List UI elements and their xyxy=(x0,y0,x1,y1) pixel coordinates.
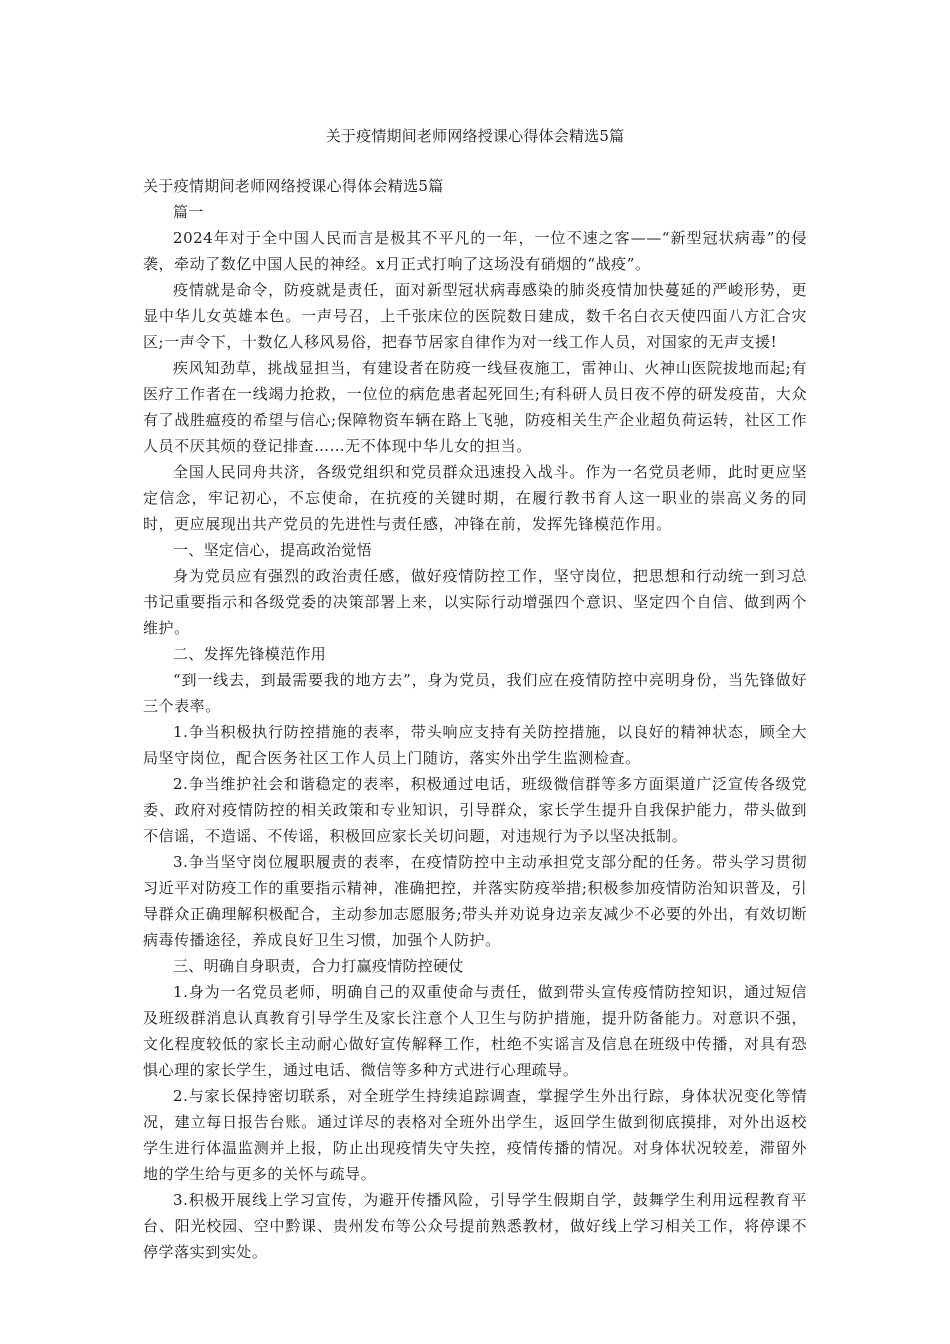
section-3-item: 1.身为一名党员老师，明确自己的双重使命与责任，做到带头宣传疫情防控知识，通过短信及班级群消息认真教育引导学生及家长注意个人卫生与防护措施，提升防备能力。对意识不强，文化程度较低的家长主动耐心做好宣传解释工作，杜绝不实谣言及信息在班级中传播，对具有恐惧心理的家长学生，通过电话、微信等多种方式进行心理疏导。 xyxy=(143,983,807,1079)
section-2-item: 2.争当维护社会和谐稳定的表率，积极通过电话，班级微信群等多方面渠道广泛宣传各级党委、政府对疫情防控的相关政策和专业知识，引导群众，家长学生提升自我保护能力，带头做到不信谣，不造谣、不传谣，积极回应家长关切问题，对违规行为予以坚决抵制。 xyxy=(143,775,807,845)
section-3-item: 2.与家长保持密切联系，对全班学生持续追踪调查，掌握学生外出行踪，身体状况变化等情况，建立每日报告台账。通过详尽的表格对全班外出学生，返回学生做到彻底摸排，对外出返校学生进行体温监测并上报，防止出现疫情失守失控，疫情传播的情况。对身体状况较差，滞留外地的学生给与更多的关怀与疏导。 xyxy=(143,1087,807,1183)
section-2-item: 3.争当坚守岗位履职履责的表率，在疫情防控中主动承担党支部分配的任务。带头学习贯彻习近平对防疫工作的重要指示精神，准确把控，并落实防疫举措;积极参加疫情防治知识普及，引导群众正确理解积极配合，主动参加志愿服务;带头并劝说身边亲友减少不必要的外出，有效切断病毒传播途径，养成良好卫生习惯，加强个人防护。 xyxy=(143,853,807,949)
section-2-intro: “到一线去，到最需要我的地方去”，身为党员，我们应在疫情防控中亮明身份，当先锋做好三个表率。 xyxy=(143,671,807,715)
document-title: 关于疫情期间老师网络授课心得体会精选5篇 xyxy=(325,127,625,145)
section-heading-3: 三、明确自身职责，合力打赢疫情防控硬仗 xyxy=(173,957,464,975)
paragraph: 疾风知劲草，挑战显担当，有建设者在防疫一线昼夜施工，雷神山、火神山医院拔地而起;有医疗工作者在一线竭力抢救，一位位的病危患者起死回生;有科研人员日夜不停的研发疫苗，大众有了战胜瘟疫的希望与信心;保障物资车辆在路上飞驰，防疫相关生产企业超负荷运转，社区工作人员不厌其烦的登记排查……无不体现中华儿女的担当。 xyxy=(143,359,807,455)
paragraph: 2024年对于全中国人民而言是极其不平凡的一年，一位不速之客——“新型冠状病毒”的侵袭，牵动了数亿中国人民的神经。x月正式打响了这场没有硝烟的“战疫”。 xyxy=(143,229,807,273)
section-2-item: 1.争当积极执行防控措施的表率，带头响应支持有关防控措施，以良好的精神状态，顾全大局坚守岗位，配合医务社区工作人员上门随访，落实外出学生监测检查。 xyxy=(143,723,807,767)
part-label: 篇一 xyxy=(173,203,204,221)
document-body xyxy=(143,173,807,1265)
section-3-item: 3.积极开展线上学习宣传，为避开传播风险，引导学生假期自学，鼓舞学生利用远程教育平台、阳光校园、空中黔课、贵州发布等公众号提前熟悉教材，做好线上学习相关工作，将停课不停学落实到实处。 xyxy=(143,1191,807,1261)
paragraph: 全国人民同舟共济，各级党组织和党员群众迅速投入战斗。作为一名党员老师，此时更应坚定信念，牢记初心，不忘使命，在抗疫的关键时期，在履行教书育人这一职业的崇高义务的同时，更应展现出共产党员的先进性与责任感，冲锋在前，发挥先锋模范作用。 xyxy=(143,463,807,533)
paragraph: 疫情就是命令，防疫就是责任，面对新型冠状病毒感染的肺炎疫情加快蔓延的严峻形势，更显中华儿女英雄本色。一声号召，上千张床位的医院数日建成，数千名白衣天使四面八方汇合灾区;一声令下，十数亿人移风易俗，把春节居家自律作为对一线工作人员，对国家的无声支援! xyxy=(143,281,807,351)
document-subtitle: 关于疫情期间老师网络授课心得体会精选5篇 xyxy=(143,177,444,195)
section-heading-2: 二、发挥先锋模范作用 xyxy=(173,645,327,663)
section-1-text: 身为党员应有强烈的政治责任感，做好疫情防控工作，坚守岗位，把思想和行动统一到习总书记重要指示和各级党委的决策部署上来，以实际行动增强四个意识、坚定四个自信、做到两个维护。 xyxy=(143,567,807,637)
section-heading-1: 一、坚定信心，提高政治觉悟 xyxy=(173,541,372,559)
